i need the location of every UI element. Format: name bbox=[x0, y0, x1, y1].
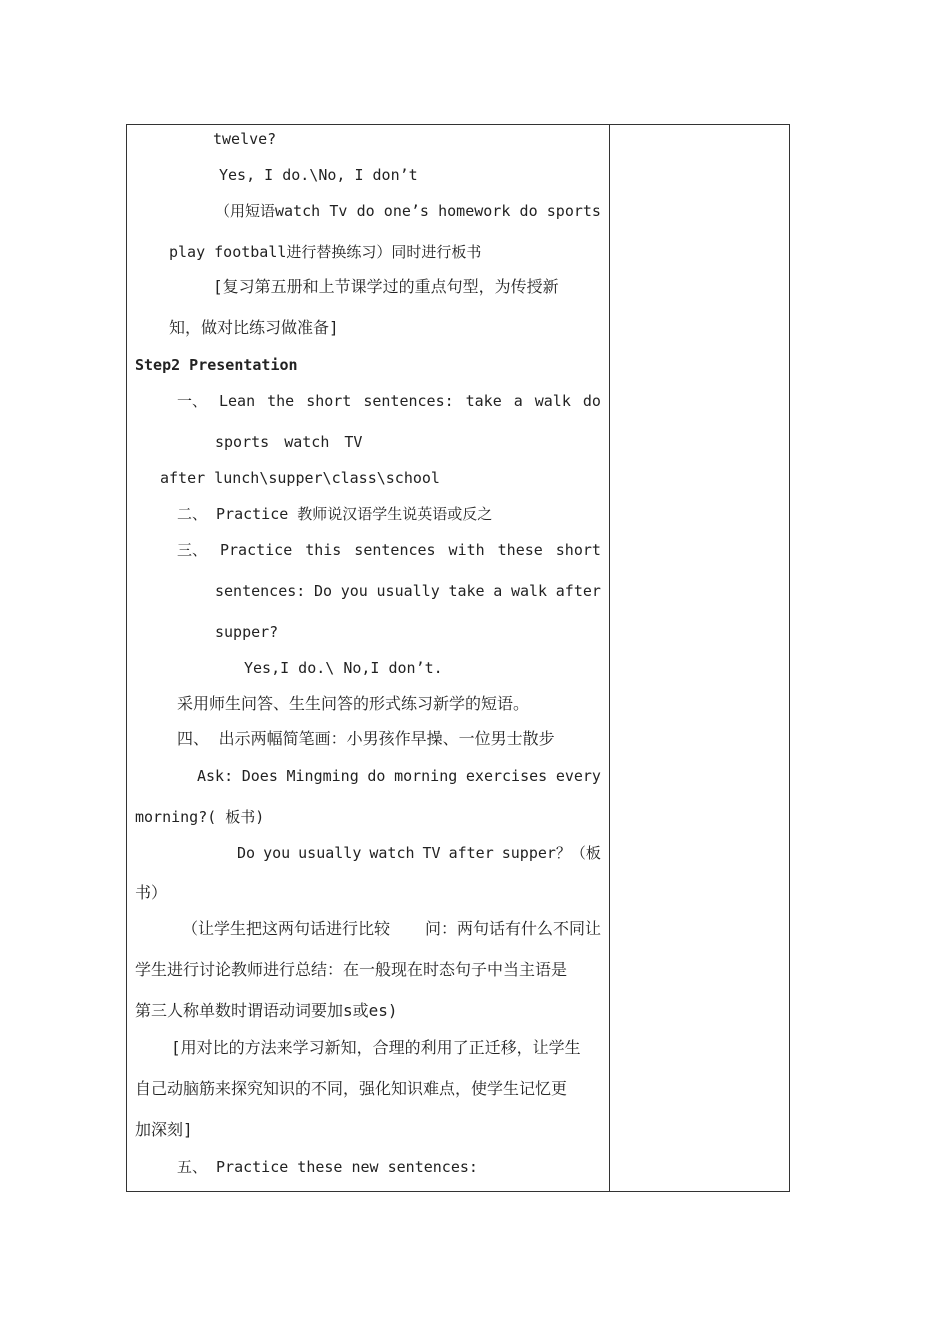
text-line: twelve? bbox=[213, 130, 277, 148]
text-line: 采用师生问答、生生问答的形式练习新学的短语。 bbox=[177, 694, 530, 713]
text-line: [用对比的方法来学习新知，合理的利用了正迁移，让学生 bbox=[171, 1038, 581, 1057]
section-heading: Step2 Presentation bbox=[135, 356, 298, 374]
text-line: supper? bbox=[215, 623, 279, 641]
text-line: （用短语watch Tv do one’s homework do sports bbox=[215, 202, 601, 220]
column-divider bbox=[609, 125, 610, 1191]
text-line: Ask: Does Mingming do morning exercises every bbox=[197, 767, 601, 785]
text-line: Yes, I do.\No, I don’t bbox=[219, 166, 418, 184]
text-line: Do you usually watch TV after supper？（板 bbox=[237, 844, 601, 862]
text-line: morning?( 板书) bbox=[135, 808, 265, 826]
text-line: [复习第五册和上节课学过的重点句型，为传授新 bbox=[213, 277, 559, 296]
text-line: 第三人称单数时谓语动词要加s或es) bbox=[135, 1001, 398, 1020]
text-line: 五、 Practice these new sentences: bbox=[177, 1158, 478, 1176]
text-line: 二、 Practice 教师说汉语学生说英语或反之 bbox=[177, 505, 493, 523]
text-line: 知，做对比练习做准备] bbox=[169, 318, 339, 337]
text-line: play football进行替换练习）同时进行板书 bbox=[169, 243, 482, 261]
text-line: 三、 Practice this sentences with these short bbox=[177, 541, 601, 559]
text-line: 加深刻] bbox=[135, 1120, 193, 1139]
text-line: 书） bbox=[135, 883, 168, 902]
text-line: sentences: Do you usually take a walk after bbox=[215, 582, 601, 600]
text-line: 自己动脑筋来探究知识的不同，强化知识难点，使学生记忆更 bbox=[135, 1079, 568, 1098]
text-line: 学生进行讨论教师进行总结：在一般现在时态句子中当主语是 bbox=[135, 960, 568, 979]
text-line: after lunch\supper\class\school bbox=[160, 469, 440, 487]
text-line: sports watch TV bbox=[215, 433, 363, 451]
text-line: 一、 Lean the short sentences: take a walk do bbox=[177, 392, 601, 410]
text-line: （让学生把这两句话进行比较 问：两句话有什么不同让 bbox=[182, 919, 601, 938]
text-line: Yes,I do.\ No,I don’t. bbox=[244, 659, 443, 677]
text-line: 四、 出示两幅简笔画：小男孩作早操、一位男士散步 bbox=[177, 729, 555, 748]
lesson-plan-table bbox=[126, 124, 790, 1192]
